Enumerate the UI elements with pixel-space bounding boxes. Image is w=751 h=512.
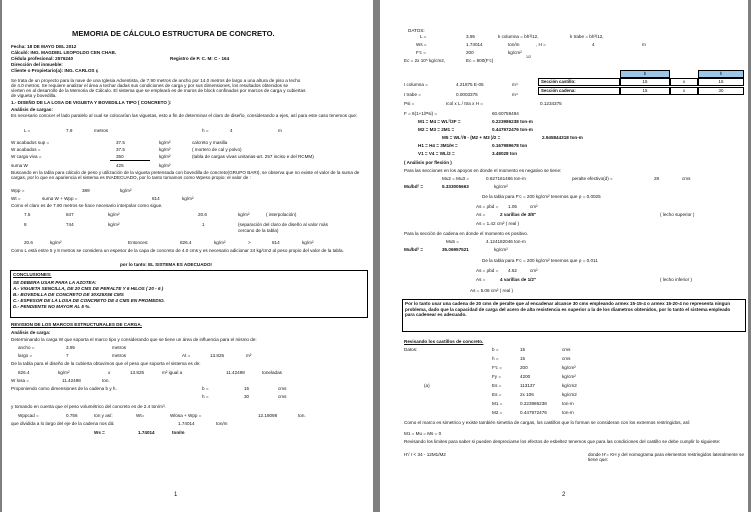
momento-label: H1 = H4 = 3M1/H = [418, 143, 458, 148]
peso-cell: x [108, 370, 111, 375]
load-label: suma W [11, 163, 28, 168]
peso-cell: 11.42498 [226, 370, 245, 375]
peralte-value: 28 [654, 176, 660, 181]
castillo-value: 0.447972476 [520, 410, 547, 415]
interp-cell: ( interpolación) [266, 212, 297, 217]
peso-vol-text: y tomando en cuenta que el peso volumétrico del concreto es de 2.4 ton/m³. [11, 404, 166, 409]
datos-cell: Ec = 800(F'c) [466, 58, 494, 63]
wppcad-cell: ton y así: [94, 413, 113, 418]
load-label: W acabados = [11, 147, 41, 152]
flexion-heading: ( Análisis por flexión ) [404, 160, 452, 165]
date-line: Fecha: 18 DE MAYO DEL 2012 [11, 44, 77, 49]
intro-line: de vigueta y bovedilla. [11, 93, 57, 98]
load-note: ( mortero de cal y polvo) [192, 147, 242, 152]
datos-cell: k columna = bh³/12, [498, 34, 539, 39]
m1-equation: M1 = Mu = Ms = 0 [404, 431, 442, 436]
ws-label: Ws = [94, 430, 105, 435]
datos-cell: 200 [466, 50, 474, 55]
intro-line: de 4.0 metros. Se requiere analizar el área a techar dadas sus condiciones de carga y por sus dimensiones, los resultados obtenidos se [11, 83, 289, 88]
seccion-text: Para la sección de cadena en donde el momento es positivo. [404, 231, 529, 236]
var1-value: 2 varillas de 3/8" [500, 212, 537, 217]
as1-unit: cm² [530, 204, 538, 209]
castillo-label: Es = [492, 383, 502, 388]
interp-cell: 847 [66, 212, 74, 217]
table-head-h: h [698, 70, 744, 78]
datos-cell: kg/cm² [508, 50, 522, 55]
castillo-label: Fy = [492, 374, 502, 379]
divide-text: que dividida a lo largo del eje de la cadena nos dá: [11, 421, 115, 426]
wpp-value: 389 [82, 188, 90, 193]
var2-note: ( lecho inferior ) [660, 277, 692, 282]
as2b-text: As = 5.08 cm² ( real ) [470, 288, 514, 293]
result-cell: kg/m² [214, 240, 226, 245]
marco-text: Como el marco es simetrico y existe también simetria de cargas, los castillos que lo forman se consideran con los extremos restringidos, así: [404, 420, 691, 425]
datos-cell: L = [420, 34, 427, 39]
conclusion-item: B.- BOVEDILLA DE CONCRETO DE 30X25X56 CMS [13, 292, 124, 297]
inercia-value: 4.21875 E-05 [456, 82, 484, 87]
peso-cell: 826.4 [18, 370, 30, 375]
psi-label: Psi = [404, 101, 415, 106]
mu2-value: 0.627161466 ton-m [486, 176, 526, 181]
load-unit: kg/m² [159, 147, 171, 152]
interp-cell: 1 [202, 222, 205, 227]
wppcad-cell: 0.756 [66, 413, 78, 418]
mubd2-value: 35.06957521 [442, 247, 469, 252]
castillo-unit: kg/cm2 [562, 383, 577, 388]
datos2-heading: Datos: [404, 347, 418, 352]
momento-value: 2.945844318 ton-m [542, 135, 583, 140]
mu2-label: Mu2 = Mu3 = [442, 176, 470, 181]
table-cell: x [670, 78, 698, 86]
conclusion-item: D.- PENDIENTE NO MAYOR AL 5 %. [13, 304, 91, 309]
datos-heading: DATOS: [408, 28, 425, 33]
conclusion-item: A.- VIGUETA SENCILLA, DE 20 CMS DE PERALTE Y 6 HILOS ( 20 - 6 ) [13, 286, 164, 291]
as1-label: As = ρbd = [476, 204, 499, 209]
inercia-label: I columna = [404, 82, 428, 87]
datos-cell: k trabe = bh³/12, [570, 34, 604, 39]
cargas-heading: Análisis de cargas: [11, 107, 53, 112]
slenderness-formula: H'/ r < 34 - 12M1/M2 [404, 452, 446, 457]
load-label: W carga viva = [11, 154, 42, 159]
cargas2-heading: Análisis de carga: [11, 330, 51, 335]
result-cell: 814 [272, 240, 280, 245]
wlosa-label: W losa = [11, 378, 29, 383]
interp-cell: kg/m² [238, 212, 250, 217]
castillo-unit: kg/cm² [562, 365, 576, 370]
as1-value: 1.05 [508, 204, 517, 209]
mu5-value: 4.124182046 ton-m [486, 239, 526, 244]
load-value: 425 [116, 163, 124, 168]
momento-value: 0.447972476 ton-m [492, 127, 533, 132]
castillo-label: M2 = [492, 410, 503, 415]
psi-formula: Icol x L / Itra x H = [446, 101, 483, 106]
f-value: 60.60759494 [492, 111, 519, 116]
datos-cell: ton/m [508, 42, 520, 47]
momento-label: M1 = M4 = WL²/3F = [418, 119, 461, 124]
var2-label: As = [476, 277, 486, 282]
ancho-label: ancho = [18, 345, 35, 350]
table-cell: x [670, 87, 698, 95]
ws-value-p1: 1.74014 [178, 421, 195, 426]
castillo-value: 4200 [520, 374, 531, 379]
table-cell: 15 [620, 87, 670, 95]
as2-value: 4.62 [508, 268, 517, 273]
psi-value: 0.1234375 [540, 101, 562, 106]
wppcad-cell: 12.18098 [258, 413, 278, 418]
h2-unit: cms [278, 394, 287, 399]
castillo-unit: kg/cm2 [562, 392, 577, 397]
castillo-value: 15 [520, 347, 526, 352]
mu5-label: Mu5 = [446, 239, 459, 244]
l-unit: metros [94, 128, 109, 133]
peralte-unit: cms [682, 176, 691, 181]
table-head-b: b [620, 70, 670, 78]
ancho-unit: metros [112, 345, 127, 350]
at-value: 13.825 [210, 353, 225, 358]
calculo-line: Cálculó: ING. MAGDIEL LEOPOLDO CEN CHAB. [11, 50, 117, 55]
load-value: 350 [116, 154, 124, 159]
at-unit: m² [246, 353, 252, 358]
wt-unit: kg/m² [182, 196, 194, 201]
formula-note: donde H'= KH y del nomograma para elementos restringidos lateralmente se tiene que: [588, 452, 744, 463]
wppcad-cell: Wt= [136, 413, 145, 418]
load-unit: kg/m² [159, 154, 171, 159]
peso-cell: m² igual a [162, 370, 183, 375]
conclusion-item: SE DEBERA USAR PARA LA AZOTEA: [13, 280, 97, 285]
conclusion-text: Por lo tanto usar una cadena de 20 cms de peralte que al encadenar alcance 30 cms empleando armex 15-15-4 o armex 15-20-4 no representa ningun problema, dado que la capacidad de carga del acero de alta resistencia es superior a la de los diametros obtenidos, por lo tanto el sistema empleado para cadenear es adecuado. [405, 301, 731, 318]
tabla-text-1: De la tabla para F'c = 200 kg/cm² tenemos que ρ = 0.0025 [482, 194, 601, 199]
ancho-value: 3.95 [66, 345, 75, 350]
intro-line: vierten en al desarrollo de la Memoria de Cálculo. El sistema que se empleará es de muros de block confinados por marcos de carga y cubiertas [11, 88, 306, 93]
at-label: At = [182, 353, 191, 358]
cargas-text: Es necesario conocer el lado paralelo al cual se colocarían las viguetas, esto a fin de determinar el claro de diseño, considerando a ejes, así para este caso tenemos que: [11, 113, 358, 118]
result-cell: kg/m² [50, 240, 62, 245]
datos-cell: , H = [536, 42, 546, 47]
castillo-unit: cms [562, 347, 571, 352]
result-cell: 826.4 [180, 240, 192, 245]
var2-value: 4 varillas de 1/2" [500, 277, 537, 282]
sum-rule [110, 160, 150, 161]
page-number: 2 [562, 492, 566, 498]
wlosa-value: 11.42498 [62, 378, 81, 383]
intro-line: Se trata de un proyecto para la nave de una Iglesia Adventista, de 7.90 metros de ancho por 14.0 metros de largo a una altura de piso a techo [11, 78, 301, 83]
interp-cell: kg/m² [108, 212, 120, 217]
wt-value: 814 [152, 196, 160, 201]
datos-cell: Ws = [416, 42, 427, 47]
page-number: 1 [174, 492, 178, 498]
interp-cell: 20.6 [198, 212, 207, 217]
h-value: 4 [230, 128, 233, 133]
castillo-unit: ton-m [562, 410, 574, 415]
castillo-value: 113137 [520, 383, 535, 388]
castillo-value: 0.223986238 [520, 401, 547, 406]
wppcad-cell: Wppcad = [18, 413, 39, 418]
castillo-unit: ton-m [562, 401, 574, 406]
page-title: MEMORIA DE CÁLCULO ESTRUCTURA DE CONCRETO. [72, 29, 275, 38]
conclusion-item: C.- ESPESOR DE LA LOSA DE CONCRETO DE 4 CMS EN PROMEDIO. [13, 298, 165, 303]
castillo-unit: kg/cm² [562, 374, 576, 379]
datos-cell: 1/2 [526, 55, 531, 59]
h-label: h = [202, 128, 209, 133]
peso-cell: toneladas [262, 370, 282, 375]
wppcad-cell: ton. [298, 413, 306, 418]
mubd2-unit: kg/cm² [494, 247, 508, 252]
peso-cell: kg/m² [58, 370, 70, 375]
table-cell: 30 [698, 87, 744, 95]
load-value: 37.5 [116, 140, 125, 145]
var1-note: ( lecho superior ) [660, 212, 695, 217]
load-label: W acabados sup = [11, 140, 50, 145]
result-cell: > [248, 240, 251, 245]
table-row-label: Sección cadena: [538, 87, 620, 95]
ws-unit: ton/m [172, 430, 185, 435]
castillo-value: 200 [520, 365, 528, 370]
datos-cell: m [642, 42, 646, 47]
claro-text: Como el claro es de 7.90 metros se hace necesario interpolar como sigue. [11, 203, 163, 208]
table-row-label: Sección castillo: [538, 78, 620, 86]
datos-cell: 4 [592, 42, 595, 47]
section-2-heading: REVISION DE LOS MARCOS ESTRUCTURALES DE CARGA. [11, 322, 142, 327]
ws-unit-p1: ton/m [216, 421, 228, 426]
load-note: (tabla de cargas vivas unitarias-art. 257 inciso e del RCMM) [192, 154, 314, 159]
momento-label: V1 = V4 = WL/2 = [418, 151, 455, 156]
interp-cell: (separación del claro de diseño al valor más [238, 222, 328, 227]
datos-cell: 3.95 [466, 34, 475, 39]
wppcad-cell: Wlosa + Wpp = [170, 413, 202, 418]
inercia-unit: m⁴ [512, 92, 518, 97]
castillos-heading: Revisando los castillos de concreto. [404, 339, 484, 344]
adequate-check: por lo tanto: EL SISTEMA ES ADECUADO! [120, 262, 212, 267]
interp-cell: 744 [66, 222, 74, 227]
castillo-label: M1 = [492, 401, 503, 406]
momento-value: 3.48028 ton [492, 151, 518, 156]
castillo-label: b = [492, 347, 499, 352]
datos-cell: 1.74014 [466, 42, 483, 47]
load-value: 37.5 [116, 147, 125, 152]
castillo-unit: cms [562, 356, 571, 361]
castillo-label: h = [492, 356, 499, 361]
result-text: Como L está entre 5 y 8 metros se considera un espesor de la capa de concreto de 4.0 cms y es necesario adicionar 24 kg/cm2 al peso propio del valor de la tabla. [11, 248, 344, 253]
castillo-label: Es = [492, 392, 502, 397]
page-1 [2, 0, 373, 512]
largo-label: largo = [18, 353, 33, 358]
wt-label: Wt = [11, 196, 21, 201]
wlosa-unit: ton. [102, 378, 110, 383]
prop-text: Proponiendo como dimensiones de la cadena b y h. [11, 386, 117, 391]
table-cell: 15 [620, 78, 670, 86]
b-unit: cms [278, 386, 287, 391]
as1b-text: As = 1.42 cm² ( real ) [476, 221, 520, 226]
a-label: (a) [424, 383, 430, 388]
momento-label: M2 = M3 = 2M1 = [418, 127, 455, 132]
mubd2-label: Mu/bd² = [404, 247, 424, 252]
interp-note: cercano de la tabla) [238, 228, 279, 233]
table-cell: 15 [698, 78, 744, 86]
inercia-unit: m⁴ [512, 82, 518, 87]
h-unit: m [278, 128, 282, 133]
as2-label: As = ρbd = [476, 268, 499, 273]
mubd-label: Mu/bd² = [404, 184, 424, 189]
cliente-line: Cliente o Propietario(a): ING. CARLOS ç [11, 68, 99, 73]
wpp-unit: kg/m² [120, 188, 132, 193]
var1-label: As = [476, 212, 486, 217]
l-value: 7.9 [66, 128, 73, 133]
mubd-unit: kg/cm² [494, 184, 508, 189]
momento-value: 0.223986238 ton-m [492, 119, 533, 124]
b-value: 15 [244, 386, 250, 391]
page-2 [380, 0, 748, 512]
b-label: b = [202, 386, 209, 391]
inercia-label: I trabe = [404, 92, 421, 97]
cedula-line: Cédula profesional: 2576240 [11, 56, 74, 61]
ws-value: 1.74014 [138, 430, 155, 435]
datos-cell: F'c = [416, 50, 426, 55]
result-cell: 20.6 [24, 240, 33, 245]
largo-unit: metros [112, 353, 127, 358]
largo-value: 7 [66, 353, 69, 358]
load-note: calcreto y masilla [192, 140, 228, 145]
result-cell: kg/m² [302, 240, 314, 245]
inercia-value: 0.0003375 [456, 92, 478, 97]
f-label: F = 6(1+1/Psi) = [404, 111, 438, 116]
peralte-label: peralte efectivo(d) = [572, 176, 613, 181]
mubd-value: 5.333005663 [442, 184, 469, 189]
result-cell: Entonces: [128, 240, 149, 245]
interp-cell: kg/m² [108, 222, 120, 227]
limites-text: Revisando los limites para saber si pueden despreciarse los efectos de esbeltez tenemos que para las condiciones del castillo se debe cumplir lo siguiente: [404, 439, 721, 444]
conclusions-heading: CONCLUSIONES: [13, 272, 52, 277]
peso-cell: 13.825 [130, 370, 145, 375]
wpp-label: Wpp = [11, 188, 25, 193]
section-1-heading: 1.- DISEÑO DE LA LOSA DE VIGUETA Y BOVEDILLA TIPO ( CONCRETO ): [11, 100, 172, 105]
load-unit: kg/m² [159, 163, 171, 168]
h2-value: 30 [244, 394, 250, 399]
tabla-text: De la tabla para el diseño de la cubierta obtuvimos que el peso que soporta el sistema es de: [11, 361, 201, 366]
momento-value: 0.167989678 ton [492, 143, 528, 148]
tabla-text-2: De la tabla para F'c = 200 kg/cm² tenemos que ρ = 0.011 [482, 258, 598, 263]
buscando-text: Buscando en la tabla para cálculo de peso y utilización de la vigueta pretensada con bovedilla de concreto(GRUPO BARI), se observa que no existe el valor de la suma de cargas, por lo que en apariencia el sistema es INADECUADO, por lo tanto tomamos como Wpeso propio: el valor de : [11, 170, 360, 181]
interp-cell: 7.5 [24, 212, 31, 217]
load-unit: kg/m² [159, 140, 171, 145]
castillo-value: 15 [520, 356, 526, 361]
datos-cell: Ec = 2x 10⁵ kg/cm2, [404, 58, 446, 63]
momento-label: M5 = WL²/8 - (M2 + M3 )/2 = [442, 135, 501, 140]
direccion-line: Dirección del inmueble: [11, 62, 63, 67]
apoyos-text: Para las secciones en los apoyos en donde el momento es negativo se tiene: [404, 168, 562, 173]
wt-formula: suma W + Wpp = [42, 196, 78, 201]
castillo-label: F'c = [492, 365, 502, 370]
h2-label: h = [202, 394, 209, 399]
det-text: Determinando la carga W que soporta el marco tipo y considerando que se tiene un área de influencia para el mismo de: [11, 337, 257, 342]
interp-cell: 8 [24, 222, 27, 227]
castillo-value: 2x 106 [520, 392, 534, 397]
as2-unit: cm² [530, 268, 538, 273]
registro-line: Registro de P. C. M: C - 164 [170, 56, 230, 61]
l-label: L = [24, 128, 31, 133]
